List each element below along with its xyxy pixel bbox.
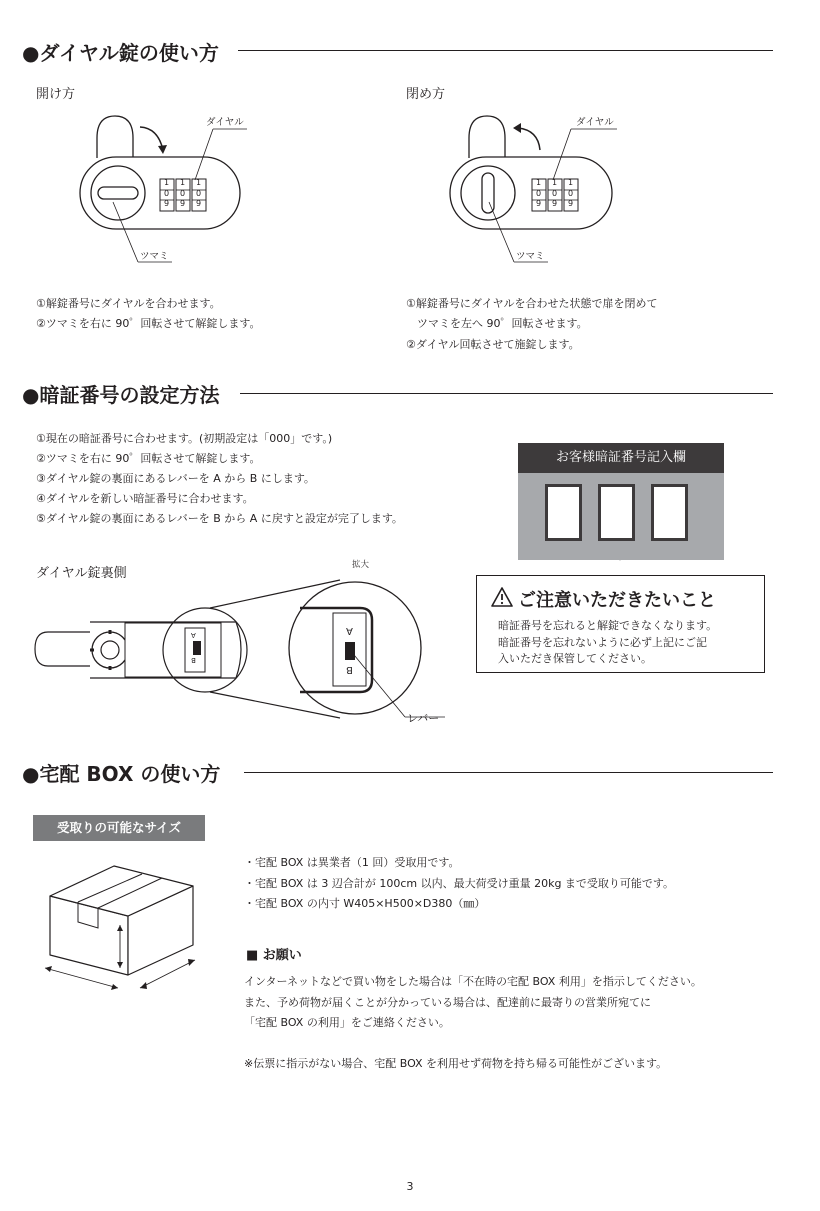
dial-digits: 1 0 9	[196, 178, 202, 208]
dial-digits: 1 0 9	[568, 178, 574, 208]
code-step: ②ツマミを右に 90゜回転させて解錠します。	[36, 452, 261, 465]
open-step: ①解錠番号にダイヤルを合わせます。	[36, 297, 221, 310]
code-step: ⑤ダイヤル錠の裏面にあるレバーを B から A に戻すと設定が完了します。	[36, 512, 403, 525]
request-line: また、予め荷物が届くことが分かっている場合は、配達前に最寄りの営業所宛てに	[244, 996, 651, 1009]
request-line: 「宅配 BOX の利用」をご連絡ください。	[244, 1016, 450, 1029]
code-step: ④ダイヤルを新しい暗証番号に合わせます。	[36, 492, 254, 505]
lever-a-small: A	[191, 631, 196, 639]
section-title-dial: ●ダイヤル錠の使い方	[22, 41, 219, 65]
size-tag: 受取りの可能なサイズ	[33, 815, 205, 841]
knob-label: ツマミ	[516, 251, 545, 262]
notice-line: 入いただき保管してください。	[498, 652, 652, 665]
page-number: 3	[406, 1180, 414, 1193]
zoom-label: 拡大	[352, 560, 370, 570]
dial-digits: 1 0 9	[536, 178, 542, 208]
open-step: ②ツマミを右に 90゜回転させて解錠します。	[36, 317, 261, 330]
back-side-heading: ダイヤル錠裏側	[36, 566, 127, 581]
close-heading: 閉め方	[406, 87, 446, 102]
knob-label: ツマミ	[140, 251, 169, 262]
code-step: ①現在の暗証番号に合わせます。(初期設定は「000」です。)	[36, 432, 333, 445]
lever-label: レバー	[407, 712, 440, 725]
notice-line: 暗証番号を忘れると解錠できなくなります。	[498, 619, 718, 632]
close-step: ②ダイヤル回転させて施錠します。	[406, 338, 580, 351]
dial-digits: 1 0 9	[164, 178, 170, 208]
dial-label: ダイヤル	[206, 117, 244, 128]
box-bullet: ・宅配 BOX は 3 辺合計が 100cm 以内、最大荷受け重量 20kg まで受取り可能です。	[244, 877, 675, 890]
section-title-box: ●宅配 BOX の使い方	[22, 762, 221, 786]
request-title: ■ お願い	[246, 948, 302, 963]
lever-b-small: B	[191, 656, 196, 664]
box-bullet: ・宅配 BOX は異業者（1 回）受取用です。	[244, 856, 460, 869]
dial-digits: 1 0 9	[552, 178, 558, 208]
notice-line: 暗証番号を忘れないように必ず上記にご記	[498, 636, 707, 649]
code-step: ③ダイヤル錠の裏面にあるレバーを A から B にします。	[36, 472, 315, 485]
lever-b: B	[346, 664, 353, 675]
code-record-title: お客様暗証番号記入欄	[518, 443, 724, 473]
section-title-code: ●暗証番号の設定方法	[22, 383, 220, 407]
close-step: ①解錠番号にダイヤルを合わせた状態で扉を閉めて	[406, 297, 658, 310]
open-heading: 開け方	[36, 87, 76, 102]
box-bullet: ・宅配 BOX の内寸 W405×H500×D380（㎜）	[244, 897, 486, 910]
close-step: ツマミを左へ 90゜回転させます。	[406, 317, 588, 330]
dial-label: ダイヤル	[576, 117, 614, 128]
request-line: インターネットなどで買い物をした場合は「不在時の宅配 BOX 利用」を指示してください。	[244, 975, 702, 988]
footnote: ※伝票に指示がない場合、宅配 BOX を利用せず荷物を持ち帰る可能性がございます。	[244, 1057, 668, 1070]
dial-digits: 1 0 9	[180, 178, 186, 208]
lever-a: A	[346, 625, 353, 636]
notice-title: ご注意いただきたいこと	[518, 590, 716, 611]
